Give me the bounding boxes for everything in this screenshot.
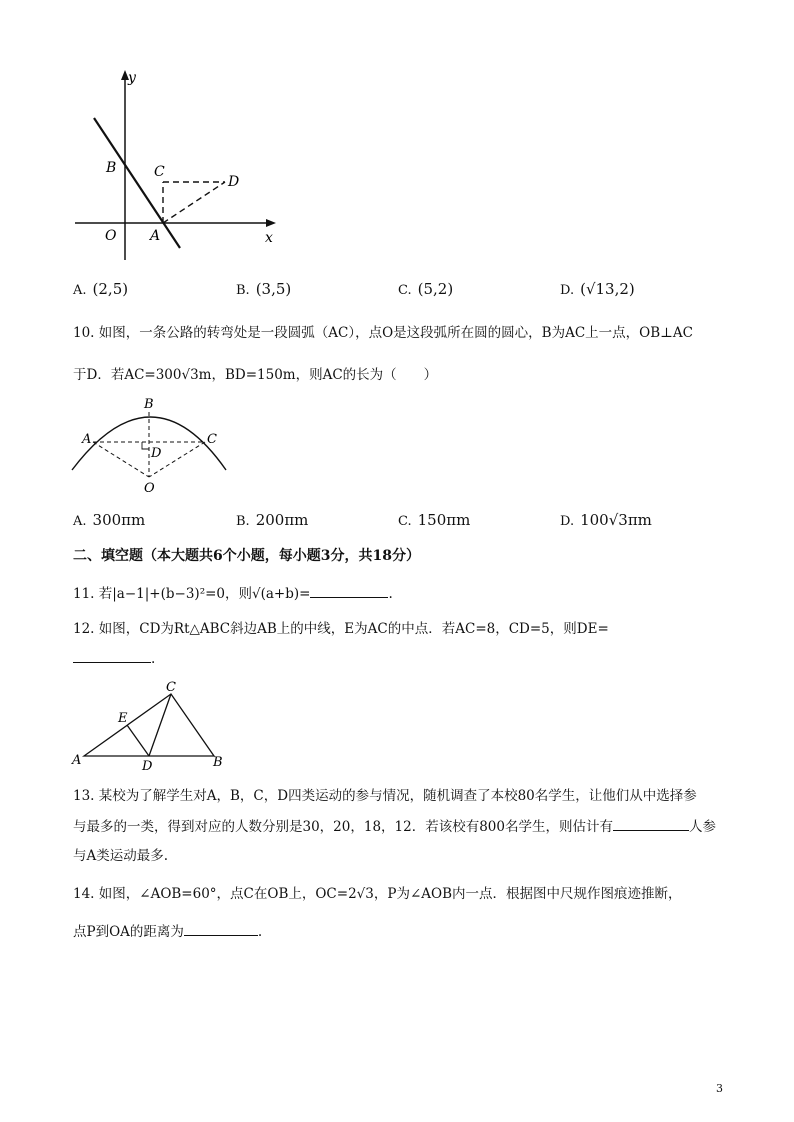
q12-text-line1: 12. 如图，CD为Rt△ABC斜边AB上的中线，E为AC的中点．若AC=8，CD=5，则DE= <box>73 621 609 637</box>
label-d: D <box>228 174 240 190</box>
q13-text-line2: 与最多的一类，得到对应的人数分别是30，20，18，12．若该校有800名学生，则估计有 人参 <box>73 816 716 837</box>
q13-text-line3: 与A类运动最多. <box>73 848 169 864</box>
q11-answer-blank[interactable] <box>310 583 388 598</box>
q9-option-a[interactable]: A. (2,5) <box>73 280 129 298</box>
label-c: C <box>207 432 217 447</box>
label-b: B <box>213 755 223 770</box>
q10-text-line2: 于D．若AC=300√3m，BD=150m，则AC的长为（ ） <box>73 367 438 383</box>
label-d: D <box>142 759 153 774</box>
segment-ad <box>163 182 225 223</box>
section-title: 二、填空题（本大题共6个小题，每小题3分，共18分） <box>73 548 420 564</box>
label-b: B <box>144 397 154 412</box>
q10-option-c[interactable]: C. 150πm <box>398 511 471 529</box>
q9-option-c[interactable]: C. (5,2) <box>398 280 454 298</box>
triangle-abc <box>84 694 214 756</box>
q12-answer-blank[interactable] <box>73 648 151 663</box>
q9-coordinate-figure <box>60 60 300 270</box>
q10-option-a[interactable]: A. 300πm <box>73 511 146 529</box>
segment-oa <box>93 442 149 477</box>
q10-option-d[interactable]: D. 100√3πm <box>560 511 652 529</box>
label-o: O <box>105 228 117 244</box>
q13-text-line1: 13. 某校为了解学生对A，B，C，D四类运动的参与情况，随机调查了本校80名学生，让他们从中选择参 <box>73 788 697 804</box>
label-a: A <box>82 432 92 447</box>
q11-text: 11. 若|a−1|+(b−3)²=0，则√(a+b)= . <box>73 583 393 604</box>
q14-answer-blank[interactable] <box>184 921 258 936</box>
label-c: C <box>166 680 176 695</box>
q10-arc-figure <box>60 392 240 504</box>
segment-cd <box>149 694 171 756</box>
q13-answer-blank[interactable] <box>613 816 689 831</box>
q14-text-line1: 14. 如图，∠AOB=60°，点C在OB上，OC=2√3，P为∠AOB内一点．根据图中尺规作图痕迹推断， <box>73 886 682 902</box>
segment-de <box>127 725 149 756</box>
label-y: y <box>128 70 136 86</box>
q9-option-b[interactable]: B. (3,5) <box>236 280 292 298</box>
q12-triangle-figure <box>66 678 236 774</box>
q9-option-d[interactable]: D. (√13,2) <box>560 280 635 298</box>
label-c: C <box>154 164 165 180</box>
label-e: E <box>118 711 128 726</box>
label-b: B <box>106 160 117 176</box>
label-x: x <box>265 230 273 246</box>
label-a: A <box>72 753 82 768</box>
q12-text-line2: . <box>73 648 155 669</box>
label-a: A <box>150 228 161 244</box>
q10-text-line1: 10. 如图，一条公路的转弯处是一段圆弧（AC），点O是这段弧所在圆的圆心，B为AC上一点，OB⊥AC <box>73 325 693 341</box>
q10-option-b[interactable]: B. 200πm <box>236 511 309 529</box>
right-angle-mark <box>142 442 149 449</box>
label-d: D <box>151 446 162 461</box>
x-axis-arrow <box>266 219 276 227</box>
q14-text-line2: 点P到OA的距离为 . <box>73 921 262 942</box>
page-number: 3 <box>716 1082 723 1095</box>
label-o: O <box>144 481 155 496</box>
